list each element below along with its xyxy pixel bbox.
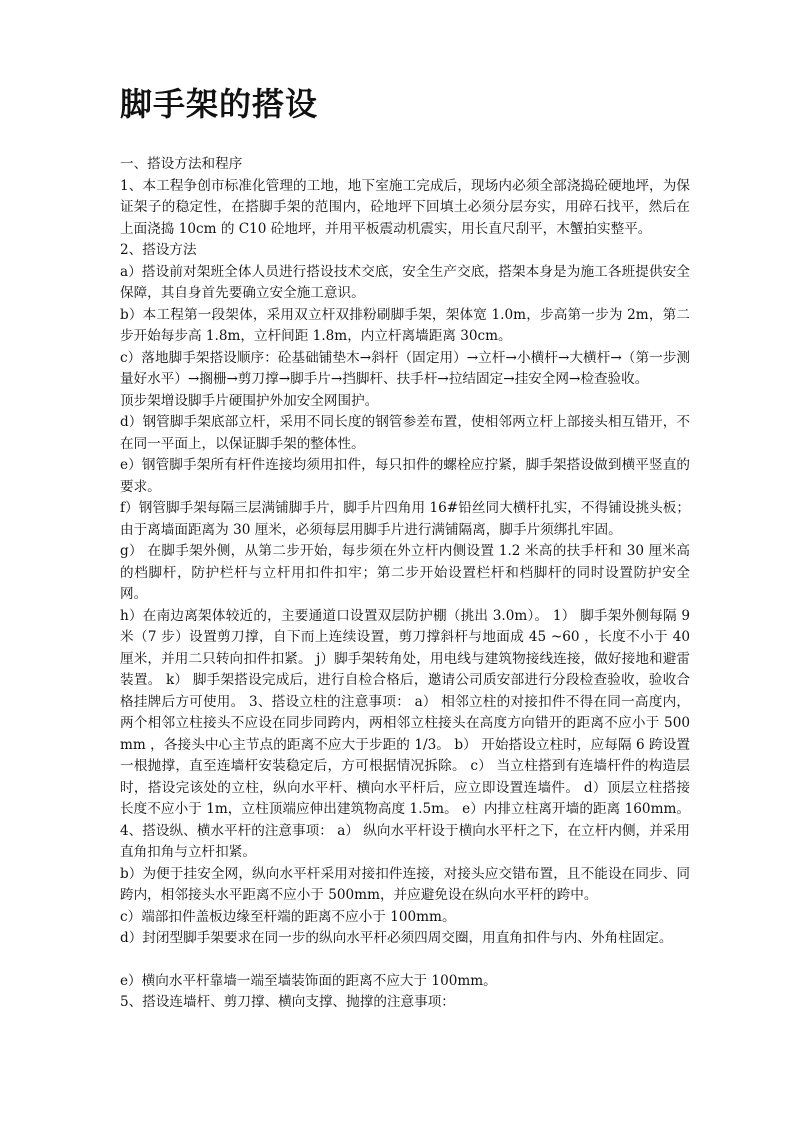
paragraph: 顶步架增设脚手片硬围护外加安全网围护。 [120,392,379,409]
document-title: 脚手架的搭设 [120,85,319,123]
paragraph: h）在南边离架体较近的，主要通道口设置双层防护棚（挑出 3.0m）。 1） 脚手架外侧每隔 9 米（7 步）设置剪刀撑，自下而上连续设置，剪刀撑斜杆与地面成 45 ~60 ，长度不小于 40 厘米，并用二只转向扣件扣紧。 j）脚手架转角处，用电线与建筑物接线连接，做好接地和避雷装置。 k） 脚手架搭设完成后，进行自检合格后，邀请公司质安部进行分段检查验收，验收合格挂牌后方可使用。 3、搭设立柱的注意事项： a） 相邻立柱的对接扣件不得在同一高度内，两个相邻立柱接头不应设在同步同跨内，两相邻立柱接头在高度方向错开的距离不应小于 500mm ，各接头中心主节点的距离不应大于步距的 1/3。 b） 开始搭设立柱时，应每隔 6 跨设置一根抛撑，直至连墙杆安装稳定后，方可根据情况拆除。 c） 当立柱搭到有连墙杆件的构造层时，搭设完该处的立柱，纵向水平杆、横向水平杆后，应立即设置连墙件。 d）顶层立柱搭接长度不应小于 1m，立柱顶端应伸出建筑物高度 1.5m。 e）内排立柱离开墙的距离 160mm。 4、搭设纵、横水平杆的注意事项： a） 纵向水平杆设于横向水平杆之下，在立杆内侧，并采用直角扣角与立杆扣紧。 [120,607,690,860]
blank-line [120,950,690,971]
paragraph: f）钢管脚手架每隔三层满铺脚手片，脚手片四角用 16#铅丝同大横杆扎实，不得铺设挑头板；由于离墙面距离为 30 厘米，必须每层用脚手片进行满铺隔离，脚手片须绑扎牢固。 [120,500,690,538]
paragraph: 一、搭设方法和程序 [120,156,243,172]
paragraph: g） 在脚手架外侧，从第二步开始，每步须在外立杆内侧设置 1.2 米高的扶手杆和 30 厘米高的档脚杆，防护栏杆与立杆用扣件扣牢；第二步开始设置栏杆和档脚杆的同时设置防护安全网。 [120,543,690,602]
paragraph: 2、搭设方法 [120,242,197,258]
paragraph: d）钢管脚手架底部立杆，采用不同长度的钢管参差布置，使相邻两立杆上部接头相互错开，不在同一平面上，以保证脚手架的整体性。 [120,414,690,452]
paragraph: c）端部扣件盖板边缘至杆端的距离不应小于 100mm。 [120,908,456,925]
document-body [120,154,690,1014]
paragraph: a）搭设前对架班全体人员进行搭设技术交底，安全生产交底，搭架本身是为施工各班提供安全保障，其自身首先要确立安全施工意识。 [120,263,690,301]
paragraph: b）本工程第一段架体，采用双立杆双排粉刷脚手架，架体宽 1.0m，步高第一步为 2m，第二步开始每步高 1.8m，立杆间距 1.8m，内立杆离墙距离 30cm。 [120,306,690,344]
paragraph: 1、本工程争创市标准化管理的工地，地下室施工完成后，现场内必须全部浇捣砼硬地坪，为保证架子的稳定性，在搭脚手架的范围内，砼地坪下回填土必须分层夯实，用碎石找平，然后在上面浇捣 10cm 的 C10 砼地坪，并用平板震动机震实，用长直尺刮平，木蟹拍实整平。 [120,177,690,237]
paragraph: 5、搭设连墙杆、剪刀撑、横向支撑、抛撑的注意事项： [120,994,455,1010]
paragraph: e）钢管脚手架所有杆件连接均须用扣件，每只扣件的螺栓应拧紧，脚手架搭设做到横平竖直的要求。 [120,457,690,495]
paragraph: d）封闭型脚手架要求在同一步的纵向水平杆必须四周交圈，用直角扣件与内、外角柱固定。 [120,930,673,946]
paragraph: b）为便于挂安全网，纵向水平杆采用对接扣件连接，对接头应交错布置，且不能设在同步、同跨内，相邻接头水平距离不应小于 500mm，并应避免设在纵向水平杆的跨中。 [120,865,690,903]
paragraph: e）横向水平杆靠墙一端至墙装饰面的距离不应大于 100mm。 [120,972,497,989]
paragraph: c）落地脚手架搭设顺序：砼基础铺垫木→斜杆（固定用）→立杆→小横杆→大横杆→（第一步测量好水平）→搁栅→剪刀撑→脚手片→挡脚杆、扶手杆→拉结固定→挂安全网→检查验收。 [120,349,690,387]
